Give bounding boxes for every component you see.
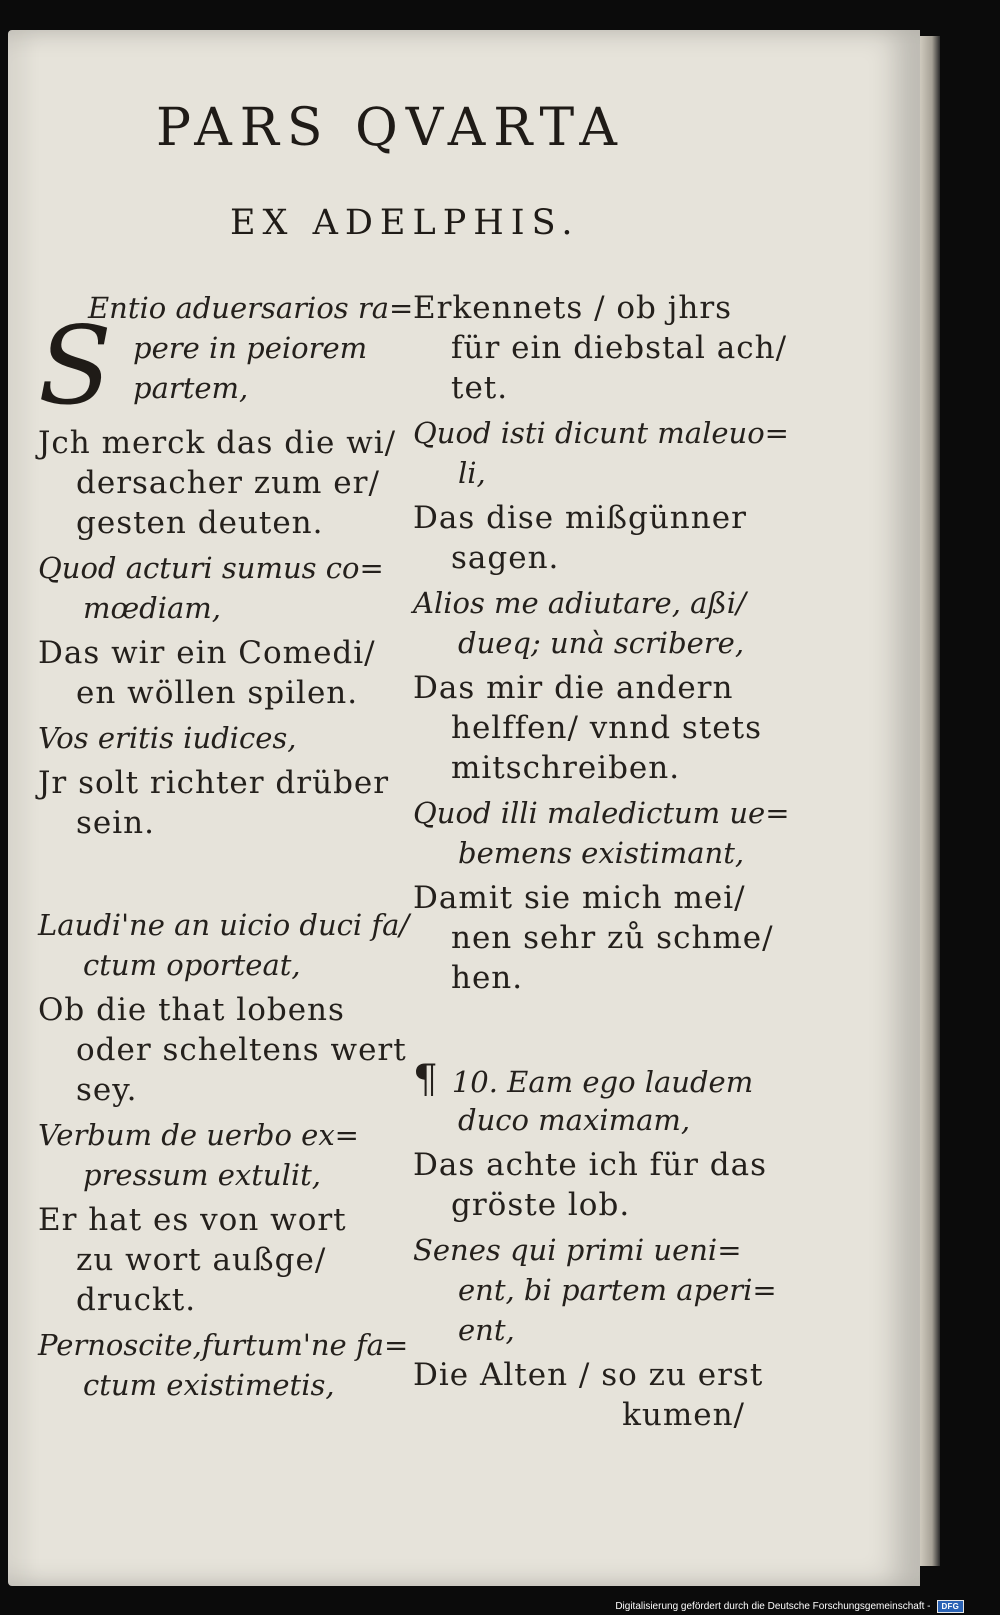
latin-phrase xyxy=(413,793,790,873)
book-page xyxy=(8,30,920,1586)
latin-phrase xyxy=(38,1325,409,1405)
german-line: hen. xyxy=(451,960,524,996)
german-line: gesten deuten. xyxy=(76,505,324,541)
latin-line: ent, bi partem aperi= xyxy=(458,1273,777,1307)
left-text-column xyxy=(38,288,414,1410)
german-translation xyxy=(38,1200,388,1320)
german-line: Er hat es von wort xyxy=(38,1202,347,1238)
german-translation xyxy=(413,288,788,408)
german-line: Jr solt richter drüber xyxy=(38,765,390,801)
german-line: helffen/ vnnd stets xyxy=(451,710,763,746)
latin-line-text: 10. Eam ego laudem xyxy=(451,1065,754,1099)
german-translation xyxy=(413,668,763,788)
german-line: für ein diebstal ach/ xyxy=(451,330,788,366)
german-line: zu wort außge/ xyxy=(76,1242,327,1278)
latin-phrase xyxy=(38,718,388,758)
german-line: tet. xyxy=(451,370,509,406)
german-line: nen sehr zů schme/ xyxy=(451,920,774,956)
latin-line: Quod isti dicunt maleuo= xyxy=(413,416,789,450)
dropcap-lines xyxy=(88,288,413,408)
german-line: Die Alten / so zu erst xyxy=(413,1357,764,1393)
german-line: Jch merck das die wi/ xyxy=(38,425,397,461)
german-translation xyxy=(38,763,388,843)
latin-line: ctum oporteat, xyxy=(83,948,301,982)
german-line: dersacher zum er/ xyxy=(76,465,380,501)
dropcap-entry xyxy=(38,288,414,429)
german-line: oder scheltens wert xyxy=(76,1032,407,1068)
latin-phrase xyxy=(413,583,763,663)
latin-line: Laudi'ne an uicio duci fa/ xyxy=(38,908,410,942)
latin-line xyxy=(413,1057,763,1102)
latin-line: duco maximam, xyxy=(458,1103,691,1137)
digitization-credit xyxy=(615,1600,964,1613)
german-line: mitschreiben. xyxy=(451,750,681,786)
latin-line: Vos eritis iudices, xyxy=(38,721,297,755)
latin-line: mœdiam, xyxy=(83,591,222,625)
latin-phrase xyxy=(413,1057,763,1140)
latin-line: ent, xyxy=(458,1313,515,1347)
german-translation xyxy=(38,990,407,1110)
german-line: Das achte ich für das xyxy=(413,1147,768,1183)
german-line: Erkennets / ob jhrs xyxy=(413,290,733,326)
german-translation xyxy=(413,1145,768,1225)
german-translation xyxy=(413,498,763,578)
german-line: en wöllen spilen. xyxy=(76,675,359,711)
german-translation xyxy=(38,633,388,713)
german-line: sagen. xyxy=(451,540,560,576)
german-translation xyxy=(38,423,397,543)
latin-line: Quod acturi sumus co= xyxy=(38,551,384,585)
latin-phrase xyxy=(38,1115,388,1195)
german-translation xyxy=(413,1355,763,1435)
latin-line: Pernoscite,furtum'ne fa= xyxy=(38,1328,409,1362)
latin-line: Senes qui primi ueni= xyxy=(413,1233,742,1267)
page-title: PARS QVARTA xyxy=(156,98,625,158)
latin-line: li, xyxy=(458,456,486,490)
section-title: EX ADELPHIS. xyxy=(230,203,580,243)
latin-line: ctum existimetis, xyxy=(83,1368,335,1402)
german-line: gröste lob. xyxy=(451,1187,631,1223)
latin-line: pere in peiorem xyxy=(133,331,368,365)
german-line: sey. xyxy=(76,1072,138,1108)
german-line: Das dise mißgünner xyxy=(413,500,747,536)
latin-phrase xyxy=(413,413,789,493)
latin-line: Entio aduersarios ra= xyxy=(88,291,414,325)
latin-phrase xyxy=(38,905,410,985)
latin-line: partem, xyxy=(133,371,249,405)
german-line: Das wir ein Comedi/ xyxy=(38,635,376,671)
dropcap-letter: S xyxy=(38,304,112,429)
credit-text: Digitalisierung gefördert durch die Deutsche Forschungsgemeinschaft - xyxy=(615,1601,931,1612)
latin-line: bemens existimant, xyxy=(458,836,745,870)
latin-line: Quod illi maledictum ue= xyxy=(413,796,790,830)
latin-phrase xyxy=(413,1230,777,1350)
german-translation xyxy=(413,878,774,998)
latin-line: dueq; unà scribere, xyxy=(458,626,745,660)
latin-line: pressum extulit, xyxy=(83,1158,322,1192)
paragraph-mark: ¶ xyxy=(413,1057,438,1102)
german-line: sein. xyxy=(76,805,155,841)
german-line: Das mir die andern xyxy=(413,670,734,706)
catchword: kumen/ xyxy=(622,1397,745,1433)
page-edge-shadow xyxy=(920,36,940,1566)
latin-line: Alios me adiutare, aßi/ xyxy=(413,586,746,620)
dfg-logo: DFG xyxy=(937,1600,965,1613)
german-line: Damit sie mich mei/ xyxy=(413,880,746,916)
german-line: druckt. xyxy=(76,1282,197,1318)
latin-line: Verbum de uerbo ex= xyxy=(38,1118,359,1152)
german-line: Ob die that lobens xyxy=(38,992,345,1028)
right-text-column xyxy=(413,288,790,1440)
latin-phrase xyxy=(38,548,388,628)
